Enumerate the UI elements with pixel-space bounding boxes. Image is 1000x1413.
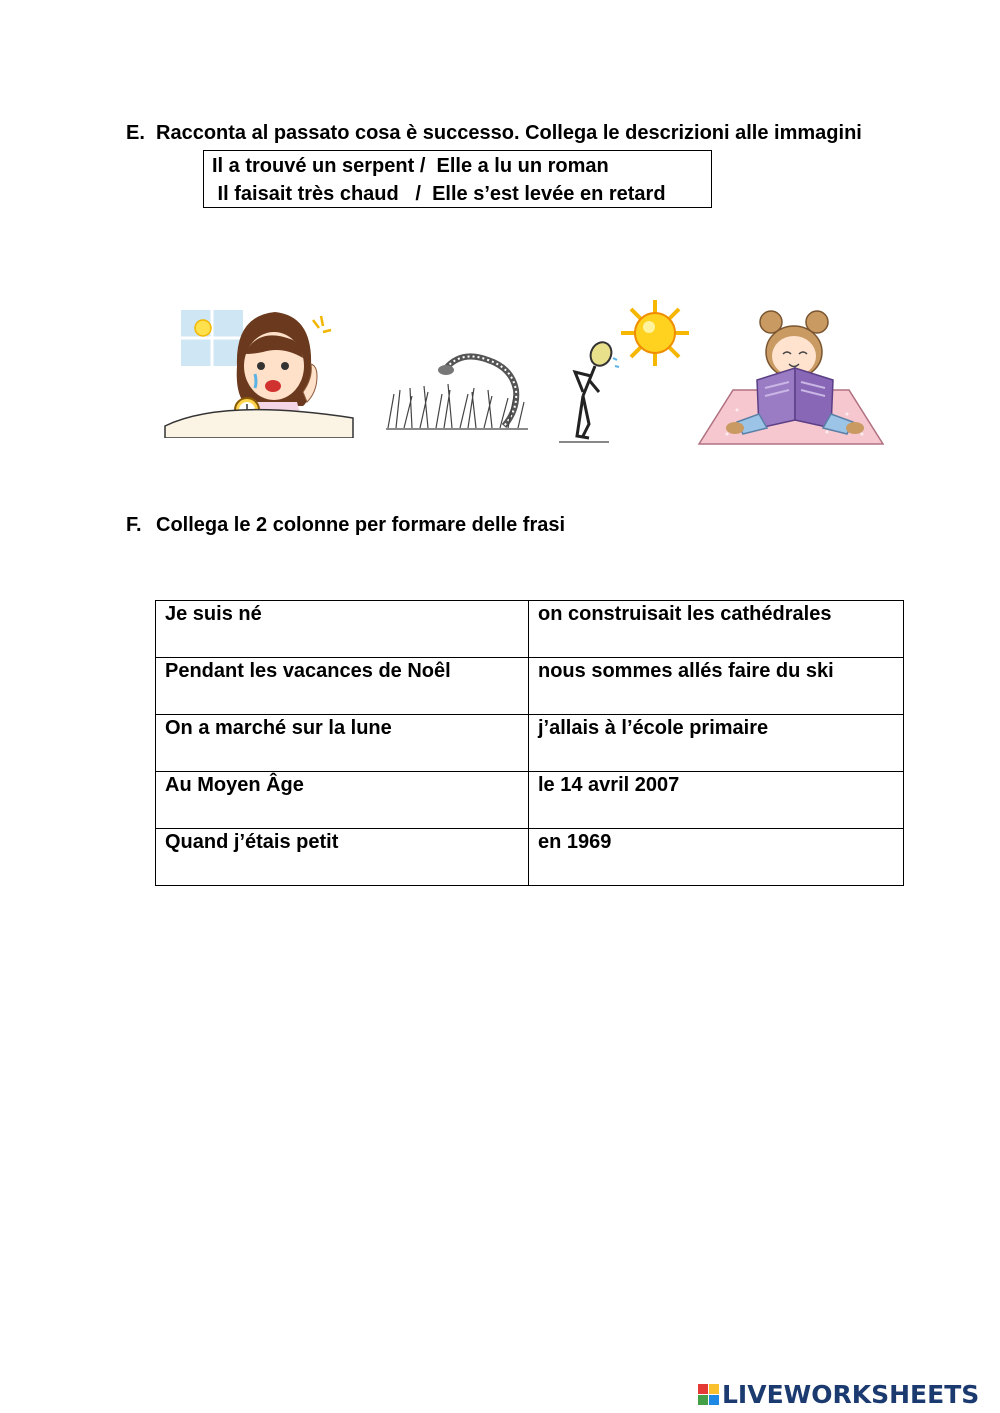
- sun-icon: [195, 320, 211, 336]
- stick-figure-sweating-sun-illustration: [549, 296, 699, 448]
- left-column-cell: On a marché sur la lune: [156, 715, 529, 772]
- section-e-letter: E.: [126, 122, 145, 144]
- table-row: [156, 829, 904, 886]
- word-bank-line-1: Il a trouvé un serpent / Elle a lu un roman: [212, 155, 609, 177]
- section-f-letter: F.: [126, 514, 142, 536]
- section-e-instruction: Racconta al passato cosa è successo. Collega le descrizioni alle immagini: [156, 122, 862, 144]
- word-bank-box: [203, 150, 712, 208]
- right-column-cell: nous sommes allés faire du ski: [529, 658, 904, 715]
- snake-icon: [446, 356, 516, 426]
- snake-in-grass-illustration: [384, 350, 530, 432]
- section-e-heading: [126, 122, 862, 145]
- left-column-cell: Je suis né: [156, 601, 529, 658]
- word-bank-line-2: Il faisait très chaud / Elle s’est levée en retard: [212, 183, 666, 205]
- table-row: [156, 601, 904, 658]
- table-row: [156, 715, 904, 772]
- matching-table: [155, 600, 904, 886]
- right-column-cell: le 14 avril 2007: [529, 772, 904, 829]
- left-column-cell: Au Moyen Âge: [156, 772, 529, 829]
- section-f-instruction: Collega le 2 colonne per formare delle frasi: [156, 514, 566, 536]
- girl-reading-book-illustration: [697, 310, 885, 450]
- table-row: [156, 772, 904, 829]
- left-column-cell: Quand j’étais petit: [156, 829, 529, 886]
- liveworksheets-logo: [698, 1379, 979, 1409]
- right-column-cell: j’allais à l’école primaire: [529, 715, 904, 772]
- right-column-cell: on construisait les cathédrales: [529, 601, 904, 658]
- hot-sun-icon: [621, 300, 689, 366]
- section-f-heading: [126, 514, 565, 537]
- right-column-cell: en 1969: [529, 829, 904, 886]
- girl-waking-late-illustration: [163, 306, 358, 438]
- logo-grid-icon: [698, 1384, 719, 1405]
- brand-name: LIVEWORKSHEETS: [722, 1379, 980, 1409]
- table-row: [156, 658, 904, 715]
- left-column-cell: Pendant les vacances de Noêl: [156, 658, 529, 715]
